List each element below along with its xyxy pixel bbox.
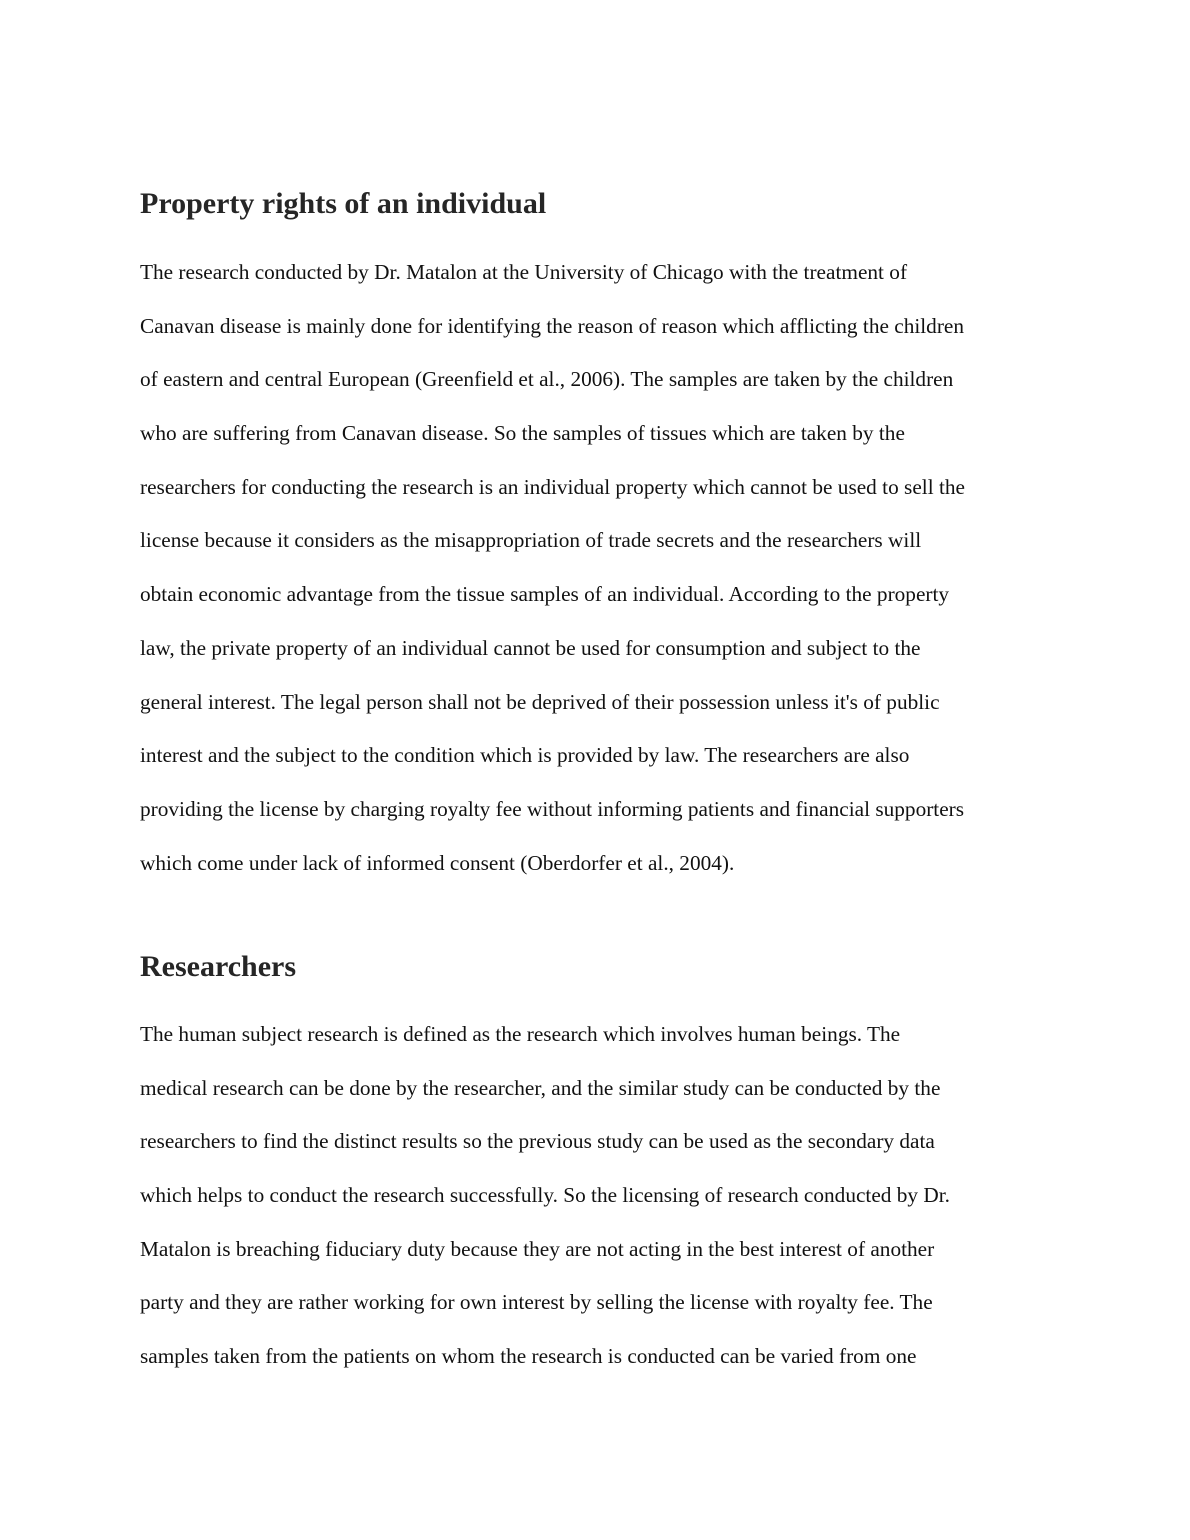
paragraph-line: medical research can be done by the researcher, and the similar study can be conducted by the [140,1075,941,1100]
paragraph-line: samples taken from the patients on whom the research is conducted can be varied from one [140,1344,917,1369]
paragraph-line: Matalon is breaching fiduciary duty because they are not acting in the best interest of another [140,1236,935,1261]
paragraph-line: researchers to find the distinct results so the previous study can be used as the secondary data [140,1129,935,1154]
paragraph-researchers [140,1022,950,1398]
paragraph-line: general interest. The legal person shall not be deprived of their possession unless it's of public [140,689,940,714]
paragraph-line: party and they are rather working for own interest by selling the license with royalty fee. The [140,1290,933,1315]
paragraph-line: which come under lack of informed consent (Oberdorfer et al., 2004). [140,850,735,875]
paragraph-property-rights [140,260,965,904]
paragraph-line: providing the license by charging royalty fee without informing patients and financial supporters [140,796,965,821]
paragraph-line: law, the private property of an individual cannot be used for consumption and subject to the [140,635,921,660]
paragraph-line: of eastern and central European (Greenfield et al., 2006). The samples are taken by the children [140,367,954,392]
paragraph-line: Canavan disease is mainly done for identifying the reason of reason which afflicting the children [140,313,965,338]
paragraph-line: obtain economic advantage from the tissue samples of an individual. According to the property [140,582,950,607]
section-heading-researchers: Researchers [140,950,297,983]
paragraph-line: The research conducted by Dr. Matalon at the University of Chicago with the treatment of [140,260,908,284]
paragraph-line: which helps to conduct the research successfully. So the licensing of research conducted by Dr. [140,1183,951,1208]
section-heading-property-rights: Property rights of an individual [140,187,547,220]
paragraph-line: interest and the subject to the condition which is provided by law. The researchers are also [140,743,910,768]
paragraph-line: license because it considers as the misappropriation of trade secrets and the researchers will [140,528,922,553]
paragraph-line: who are suffering from Canavan disease. So the samples of tissues which are taken by the [140,421,905,446]
paragraph-line: The human subject research is defined as the research which involves human beings. The [140,1022,901,1046]
paragraph-line: researchers for conducting the research is an individual property which cannot be used to sell the [140,474,965,499]
